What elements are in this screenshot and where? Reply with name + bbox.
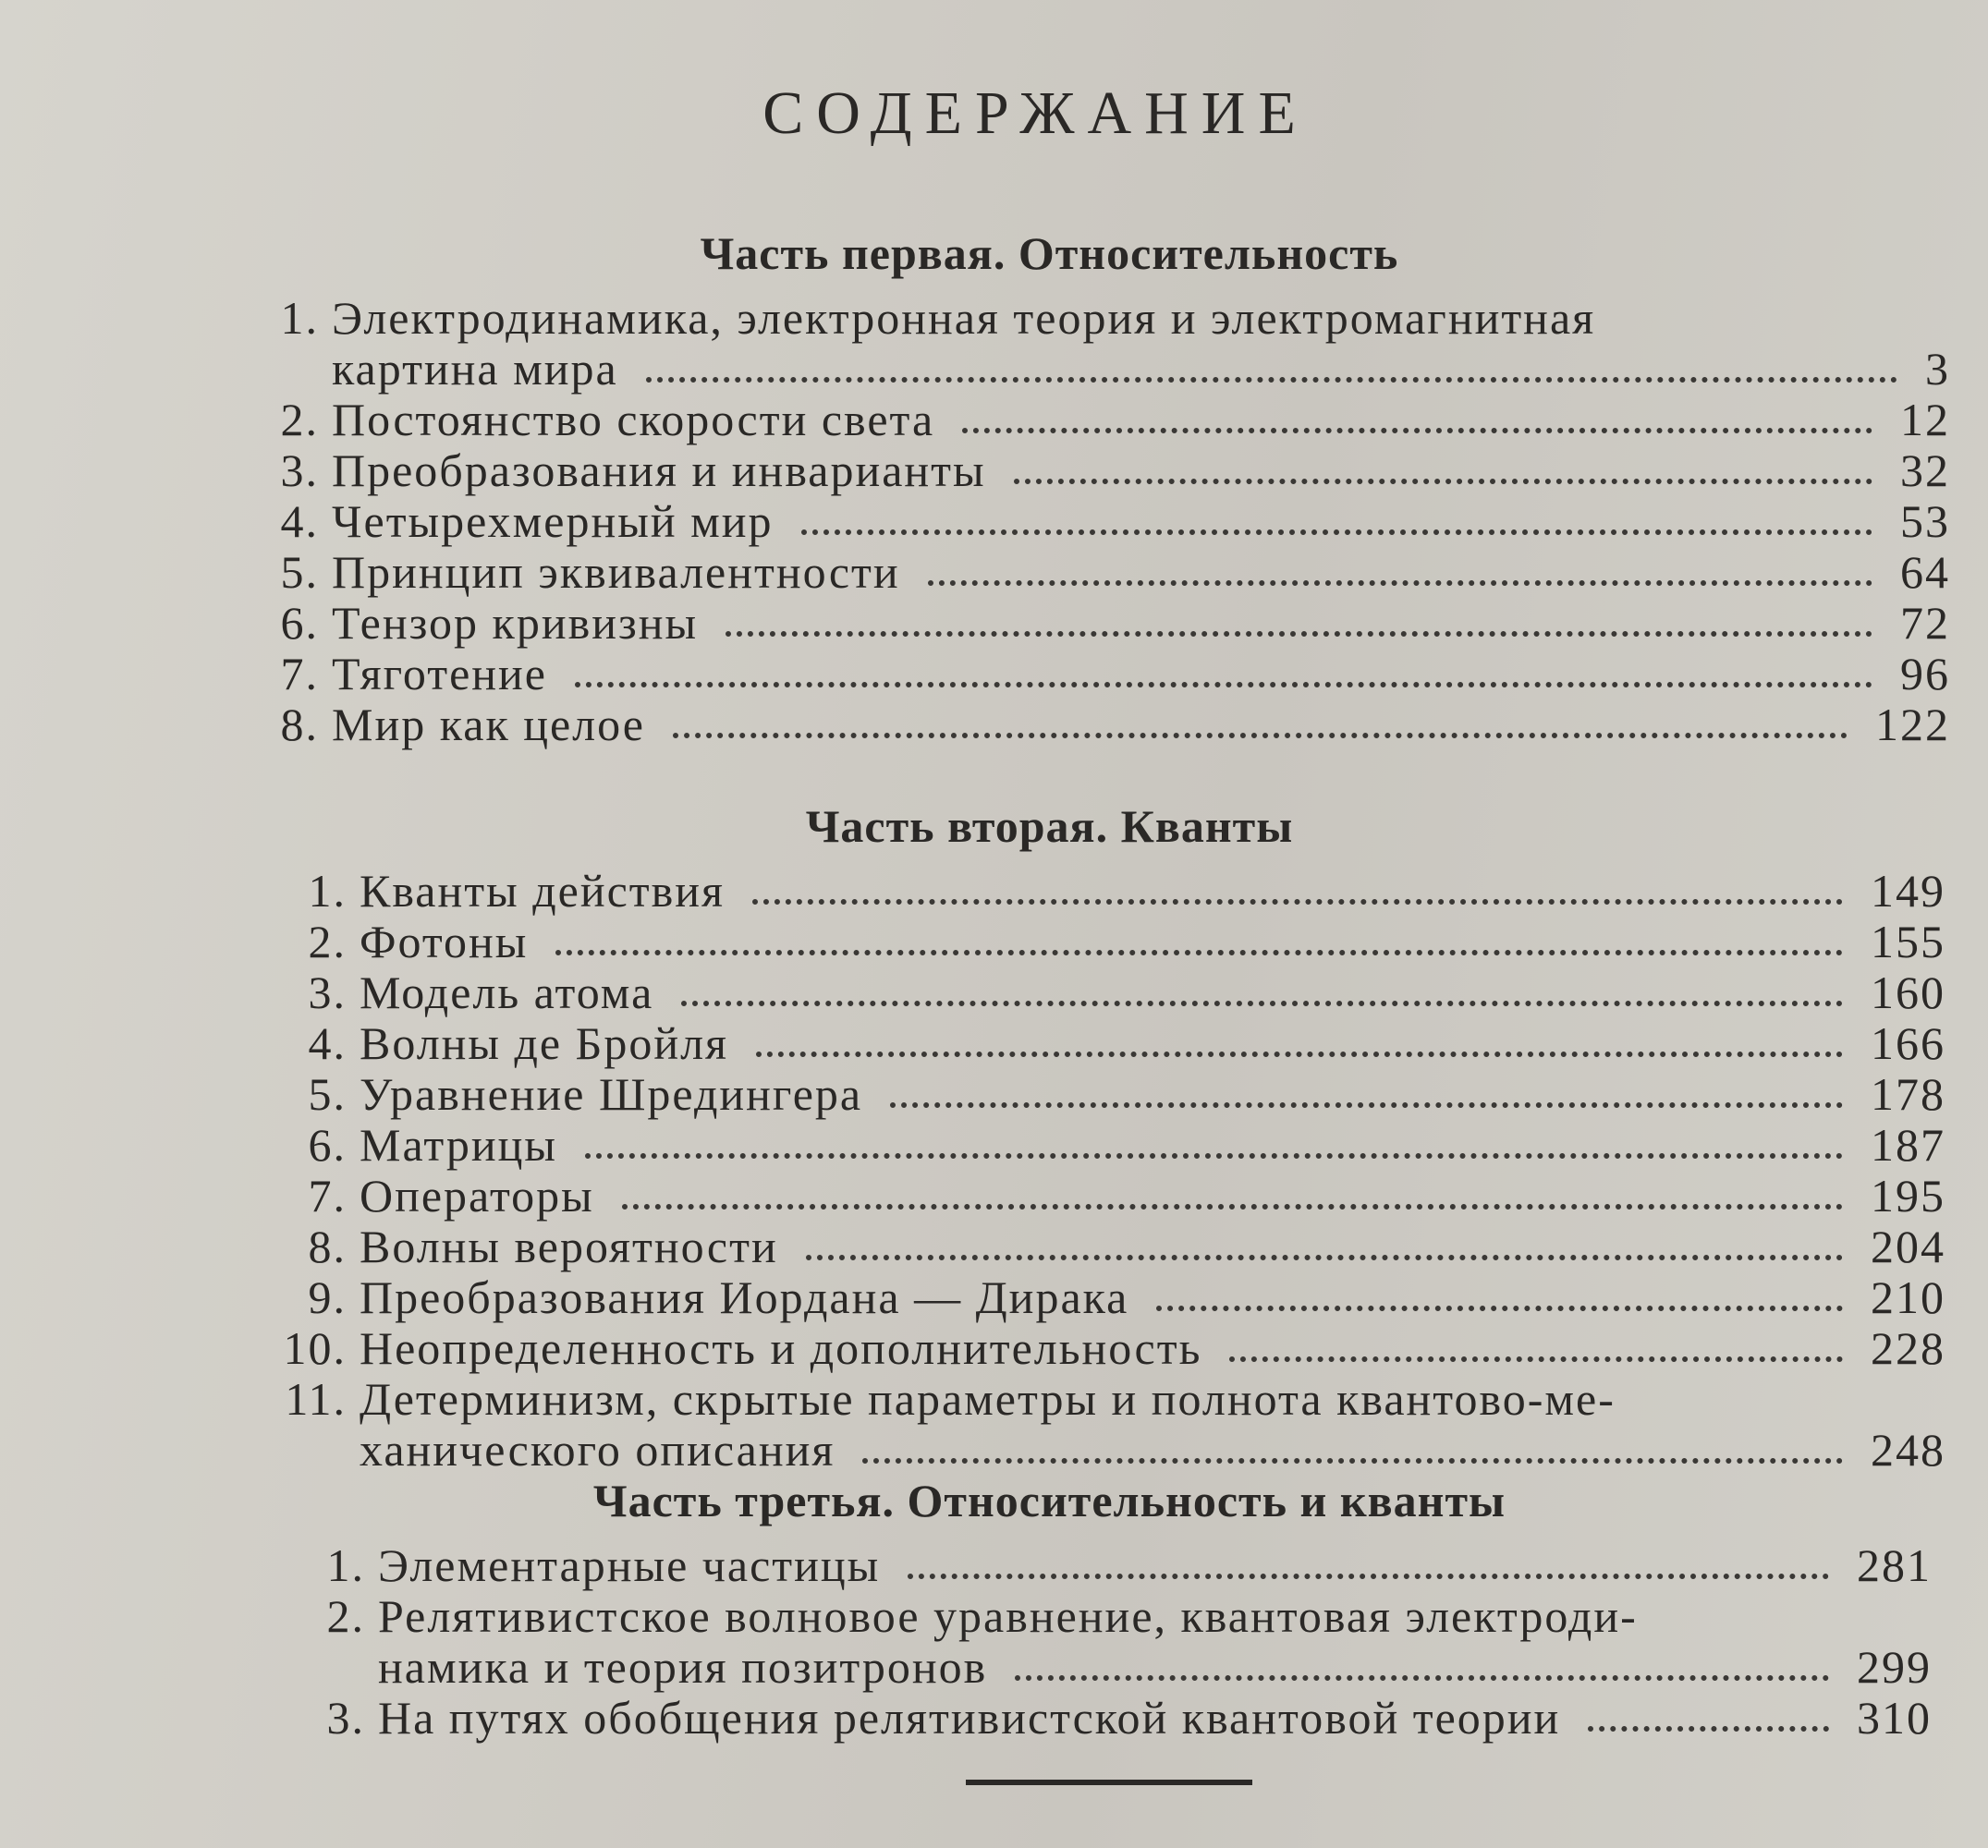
toc-entry xyxy=(263,647,1950,700)
entry-number: 2. xyxy=(308,916,347,967)
entry-title: Четырехмерный мир xyxy=(332,495,774,547)
toc-entry xyxy=(263,698,1950,751)
toc-entry xyxy=(263,393,1950,446)
page-number: 64 xyxy=(1900,546,1950,598)
entry-title: На путях обобщения релятивистской квантовой теории xyxy=(378,1692,1561,1744)
dot-leader xyxy=(585,1153,1843,1159)
entry-title: Тензор кривизны xyxy=(332,597,699,649)
entry-title: Тяготение xyxy=(332,648,547,699)
dot-leader xyxy=(1229,1356,1843,1362)
part-heading: Часть вторая. Кванты xyxy=(805,800,1294,852)
page-number: 228 xyxy=(1871,1322,1945,1374)
page-number: 53 xyxy=(1900,495,1950,547)
entry-title: Постоянство скорости света xyxy=(332,394,935,445)
page-number: 155 xyxy=(1871,916,1945,967)
entry-title: Элементарные частицы xyxy=(378,1539,881,1591)
entry-number: 7. xyxy=(308,1170,347,1222)
dot-leader xyxy=(756,1052,1843,1057)
page-number: 187 xyxy=(1871,1119,1945,1171)
dot-leader xyxy=(646,377,1897,383)
toc-entry xyxy=(277,915,1945,968)
entry-title: Преобразования Иордана — Дирака xyxy=(360,1271,1129,1323)
page-number: 248 xyxy=(1871,1424,1945,1476)
entry-number: 11. xyxy=(285,1373,347,1425)
entry-number: 1. xyxy=(280,292,319,344)
dot-leader xyxy=(862,1458,1843,1464)
dot-leader xyxy=(890,1102,1843,1108)
entry-title: Модель атома xyxy=(360,967,654,1018)
toc-entry xyxy=(277,1220,1945,1273)
page-number: 32 xyxy=(1900,444,1950,496)
toc-entry xyxy=(310,1589,1932,1694)
toc-entry xyxy=(277,1169,1945,1222)
part-heading: Часть первая. Относительность xyxy=(700,227,1399,279)
page-number: 149 xyxy=(1871,865,1945,917)
entry-title: Операторы xyxy=(360,1170,594,1222)
entry-title: Кванты действия xyxy=(360,865,725,917)
entry-number: 3. xyxy=(308,967,347,1018)
entry-title: Релятивистское волновое уравнение, квантовая электроди- xyxy=(378,1590,1638,1642)
dot-leader xyxy=(908,1574,1829,1579)
entry-number: 7. xyxy=(280,648,319,699)
toc-entry xyxy=(310,1691,1932,1745)
closing-rule xyxy=(966,1780,1252,1785)
dot-leader xyxy=(801,529,1872,535)
entry-number: 6. xyxy=(308,1119,347,1171)
entry-number: 1. xyxy=(308,865,347,917)
toc-entry xyxy=(277,1016,1945,1070)
entry-title: Волны де Бройля xyxy=(360,1017,729,1069)
entry-title: картина мира xyxy=(332,343,618,395)
entry-number: 10. xyxy=(283,1322,347,1374)
toc-entry xyxy=(310,1538,1932,1592)
dot-leader xyxy=(681,1001,1843,1006)
entry-number: 5. xyxy=(280,546,319,598)
toc-entry xyxy=(263,596,1950,650)
toc-entry xyxy=(277,864,1945,918)
entry-number: 3. xyxy=(326,1692,365,1744)
dot-leader xyxy=(726,631,1872,637)
entry-number: 3. xyxy=(280,444,319,496)
page-number: 166 xyxy=(1871,1017,1945,1069)
toc-entry xyxy=(277,1067,1945,1121)
entry-number: 2. xyxy=(326,1590,365,1642)
entry-title: Электродинамика, электронная теория и электромагнитная xyxy=(332,292,1596,344)
entry-title: Принцип эквивалентности xyxy=(332,546,900,598)
page-number: 72 xyxy=(1900,597,1950,649)
entry-title: Преобразования и инварианты xyxy=(332,444,986,496)
entry-number: 1. xyxy=(326,1539,365,1591)
entry-title: Фотоны xyxy=(360,916,529,967)
dot-leader xyxy=(555,950,1843,955)
entry-title: ханического описания xyxy=(360,1424,835,1476)
page-number: 178 xyxy=(1871,1068,1945,1120)
entry-title: Уравнение Шредингера xyxy=(360,1068,863,1120)
toc-entry xyxy=(277,1321,1945,1375)
page-number: 204 xyxy=(1871,1221,1945,1272)
page-number: 12 xyxy=(1900,394,1950,445)
entry-number: 8. xyxy=(308,1221,347,1272)
toc-entry xyxy=(263,444,1950,497)
dot-leader xyxy=(962,428,1872,433)
page-number: 96 xyxy=(1900,648,1950,699)
dot-leader xyxy=(673,733,1848,738)
entry-title: Мир как целое xyxy=(332,699,645,750)
toc-entry xyxy=(263,291,1950,395)
dot-leader xyxy=(575,682,1872,687)
page-number: 210 xyxy=(1871,1271,1945,1323)
entry-number: 5. xyxy=(308,1068,347,1120)
entry-title: Детерминизм, скрытые параметры и полнота квантово-ме- xyxy=(360,1373,1616,1425)
entry-number: 8. xyxy=(280,699,319,750)
dot-leader xyxy=(1015,1675,1829,1681)
toc-entry xyxy=(277,1270,1945,1324)
entry-number: 4. xyxy=(280,495,319,547)
dot-leader xyxy=(622,1204,1843,1210)
dot-leader xyxy=(806,1255,1843,1260)
entry-title: намика и теория позитронов xyxy=(378,1641,988,1693)
toc-entry xyxy=(277,966,1945,1019)
toc-entry xyxy=(277,1118,1945,1172)
toc-entry xyxy=(263,545,1950,599)
toc-entry xyxy=(263,494,1950,548)
dot-leader xyxy=(752,899,1843,905)
entry-title: Неопределенность и дополнительность xyxy=(360,1322,1202,1374)
page-number: 195 xyxy=(1871,1170,1945,1222)
part-heading: Часть третья. Относительность и кванты xyxy=(592,1475,1506,1526)
page-number: 310 xyxy=(1857,1692,1932,1744)
dot-leader xyxy=(928,580,1872,586)
entry-number: 9. xyxy=(308,1271,347,1323)
page-number: 160 xyxy=(1871,967,1945,1018)
dot-leader xyxy=(1014,479,1872,484)
page-number: 122 xyxy=(1875,699,1950,750)
entry-number: 6. xyxy=(280,597,319,649)
entry-title: Волны вероятности xyxy=(360,1221,778,1272)
page-number: 299 xyxy=(1857,1641,1932,1693)
dot-leader xyxy=(1588,1726,1829,1732)
entry-number: 2. xyxy=(280,394,319,445)
toc-entry xyxy=(277,1372,1945,1477)
page-number: 3 xyxy=(1925,343,1950,395)
dot-leader xyxy=(1156,1306,1843,1311)
page-title: СОДЕРЖАНИЕ xyxy=(762,79,1309,147)
entry-number: 4. xyxy=(308,1017,347,1069)
page-number: 281 xyxy=(1857,1539,1932,1591)
entry-title: Матрицы xyxy=(360,1119,557,1171)
